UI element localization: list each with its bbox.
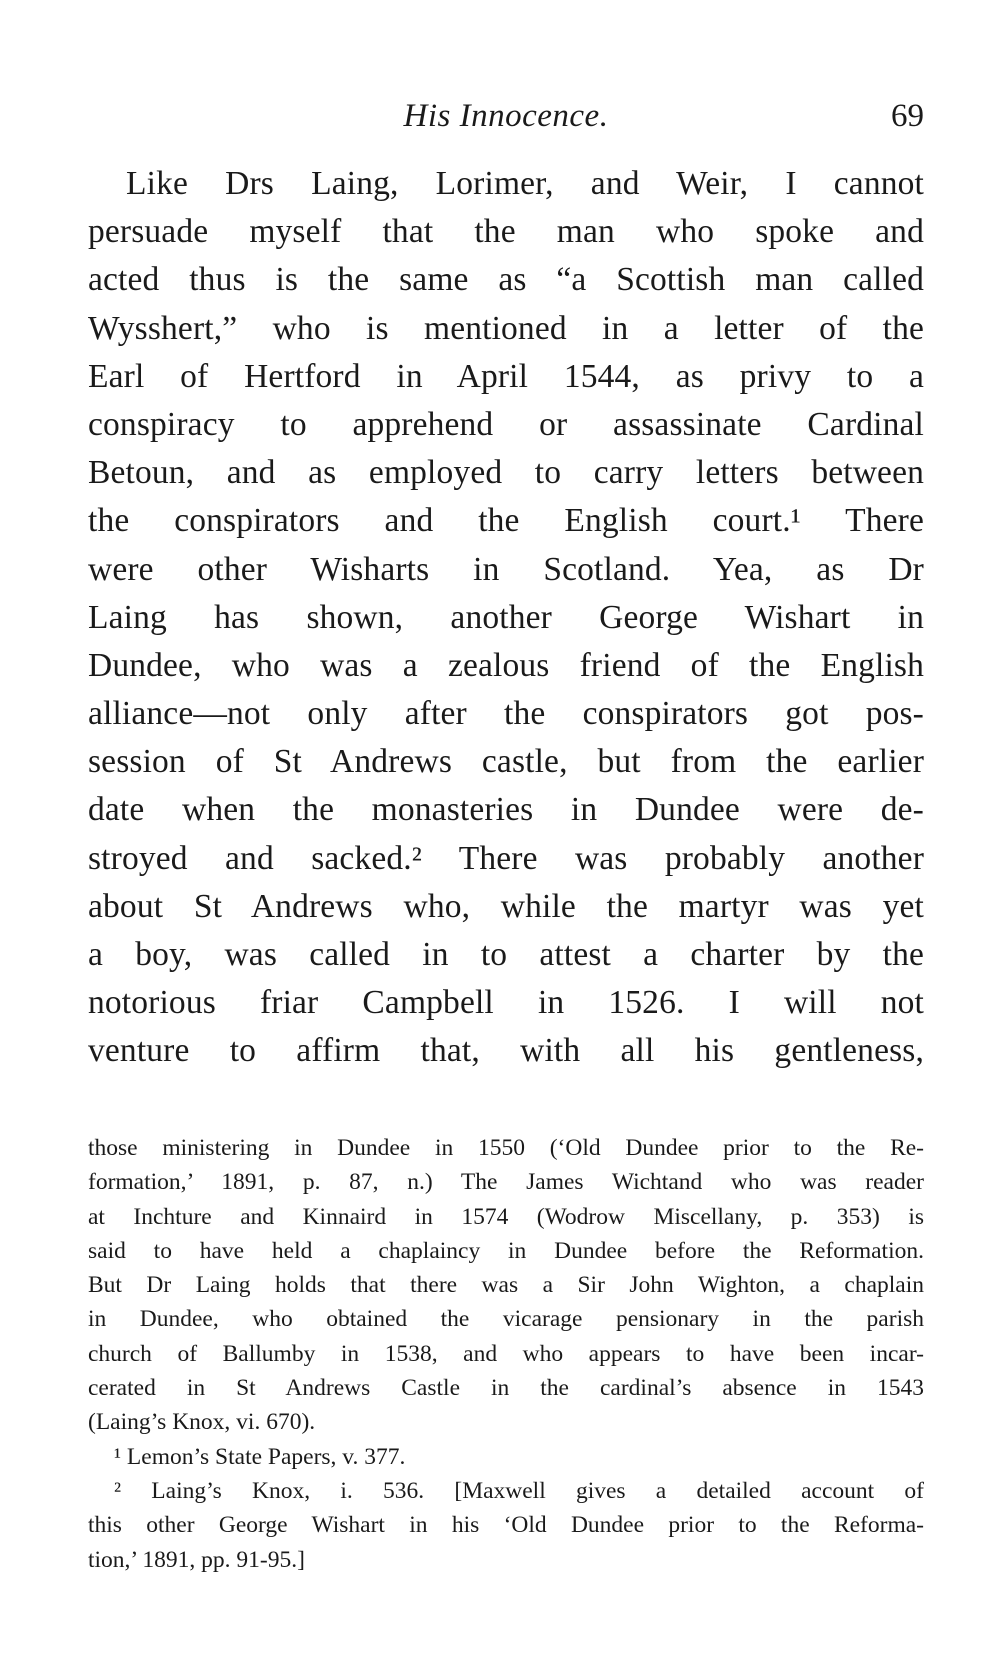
body-line: Like Drs Laing, Lorimer, and Weir, I cannot bbox=[126, 165, 924, 202]
footnote-line: tion,’ 1891, pp. 91-95.] bbox=[88, 1546, 305, 1573]
body-line: session of St Andrews castle, but from the earlier bbox=[88, 743, 924, 781]
footnotes bbox=[88, 1131, 924, 1577]
body-line: were other Wisharts in Scotland. Yea, as Dr bbox=[88, 550, 924, 588]
body-line: the conspirators and the English court.¹ There bbox=[88, 502, 924, 540]
body-line: Laing has shown, another George Wishart in bbox=[88, 598, 924, 636]
page-number: 69 bbox=[891, 98, 924, 134]
body-text bbox=[88, 160, 924, 1076]
footnote-line: church of Ballumby in 1538, and who appears to have been incar- bbox=[88, 1340, 924, 1367]
footnote-line: But Dr Laing holds that there was a Sir John Wighton, a chaplain bbox=[88, 1272, 924, 1299]
footnote-line: those ministering in Dundee in 1550 (‘Old Dundee prior to the Re- bbox=[88, 1135, 924, 1161]
body-line: Dundee, who was a zealous friend of the English bbox=[88, 646, 924, 684]
running-title: His Innocence. bbox=[403, 98, 609, 134]
footnote-2: ² Laing’s Knox, i. 536. [Maxwell gives a detailed account of bbox=[114, 1477, 924, 1504]
body-line: Earl of Hertford in April 1544, as privy to a bbox=[88, 357, 924, 395]
body-line: date when the monasteries in Dundee were de- bbox=[88, 791, 924, 829]
footnote-line: this other George Wishart in his ‘Old Dundee prior to the Reforma- bbox=[88, 1512, 924, 1539]
body-line: a boy, was called in to attest a charter by the bbox=[88, 936, 924, 973]
body-line: stroyed and sacked.² There was probably another bbox=[88, 839, 924, 877]
body-line: Betoun, and as employed to carry letters between bbox=[88, 454, 924, 492]
body-line: about St Andrews who, while the martyr was yet bbox=[88, 887, 924, 925]
page-header bbox=[88, 98, 924, 148]
body-line: persuade myself that the man who spoke and bbox=[88, 213, 924, 251]
footnote-line: said to have held a chaplaincy in Dundee before the Reformation. bbox=[88, 1237, 924, 1264]
body-line: Wysshert,” who is mentioned in a letter of the bbox=[88, 309, 924, 347]
footnote-line: (Laing’s Knox, vi. 670). bbox=[88, 1409, 316, 1436]
body-line: acted thus is the same as “a Scottish man called bbox=[88, 261, 924, 299]
body-line: venture to affirm that, with all his gentleness, bbox=[88, 1032, 924, 1070]
footnote-line: at Inchture and Kinnaird in 1574 (Wodrow Miscellany, p. 353) is bbox=[88, 1203, 924, 1230]
footnote-1: ¹ Lemon’s State Papers, v. 377. bbox=[114, 1443, 406, 1470]
footnote-line: formation,’ 1891, p. 87, n.) The James Wichtand who was reader bbox=[88, 1169, 924, 1196]
footnote-line: in Dundee, who obtained the vicarage pensionary in the parish bbox=[88, 1306, 924, 1333]
body-line: notorious friar Campbell in 1526. I will not bbox=[88, 984, 924, 1022]
footnote-line: cerated in St Andrews Castle in the cardinal’s absence in 1543 bbox=[88, 1375, 924, 1402]
body-line: alliance—not only after the conspirators got pos- bbox=[88, 695, 924, 733]
body-line: conspiracy to apprehend or assassinate Cardinal bbox=[88, 405, 924, 443]
